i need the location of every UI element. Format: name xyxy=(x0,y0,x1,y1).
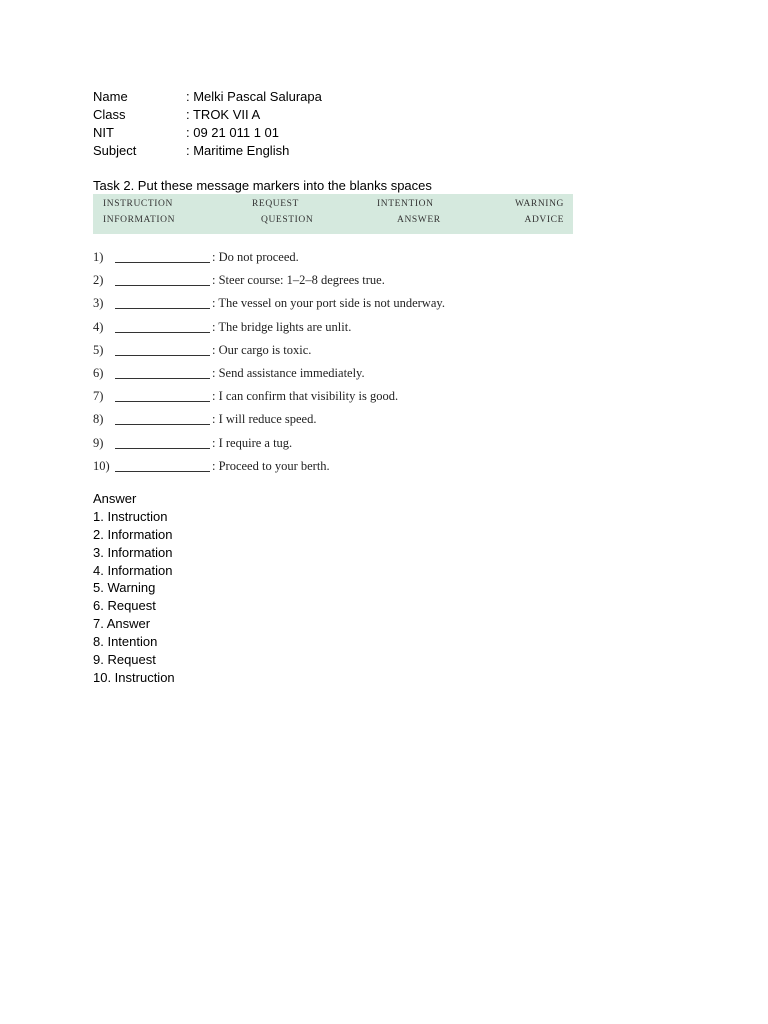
item-number: 6) xyxy=(93,365,104,380)
item-text: : The bridge lights are unlit. xyxy=(212,319,352,334)
marker-label: INFORMATION xyxy=(103,215,176,225)
answer-item: 1. Instruction xyxy=(93,508,168,524)
answer-blank xyxy=(115,262,210,263)
exercise-item xyxy=(93,363,563,386)
exercise-item xyxy=(93,409,563,432)
item-number: 5) xyxy=(93,342,104,357)
item-text: : Our cargo is toxic. xyxy=(212,342,312,357)
item-number: 4) xyxy=(93,319,104,334)
item-number: 10) xyxy=(93,458,110,473)
message-marker-box xyxy=(93,194,573,234)
exercise-item xyxy=(93,270,563,293)
answer-section xyxy=(93,490,175,687)
item-number: 9) xyxy=(93,435,104,450)
info-value: : Melki Pascal Salurapa xyxy=(186,89,322,104)
exercise-item xyxy=(93,247,563,270)
answer-item: 4. Information xyxy=(93,562,173,578)
info-row-nit xyxy=(93,124,322,142)
exercise-list xyxy=(93,247,563,479)
answer-heading: Answer xyxy=(93,491,137,506)
student-info xyxy=(93,88,322,160)
item-number: 3) xyxy=(93,296,104,311)
answer-blank xyxy=(115,355,210,356)
info-label: Name xyxy=(93,89,128,104)
item-number: 8) xyxy=(93,412,104,427)
task-title: Task 2. Put these message markers into the blanks spaces xyxy=(93,178,432,193)
item-text: : I can confirm that visibility is good. xyxy=(212,389,399,404)
exercise-item xyxy=(93,386,563,409)
info-label: Subject xyxy=(93,143,137,158)
item-text: : Send assistance immediately. xyxy=(212,365,365,380)
marker-label: QUESTION xyxy=(261,215,314,225)
answer-blank xyxy=(115,332,210,333)
item-text: : Steer course: 1–2–8 degrees true. xyxy=(212,273,385,288)
exercise-item xyxy=(93,293,563,316)
info-label: Class xyxy=(93,107,126,122)
item-number: 2) xyxy=(93,273,104,288)
answer-blank xyxy=(115,471,210,472)
answer-blank xyxy=(115,401,210,402)
answer-blank xyxy=(115,424,210,425)
item-text: : I will reduce speed. xyxy=(212,412,317,427)
info-row-subject xyxy=(93,142,322,160)
marker-label: REQUEST xyxy=(252,199,299,209)
answer-item: 8. Intention xyxy=(93,634,158,650)
exercise-item xyxy=(93,433,563,456)
marker-label: INSTRUCTION xyxy=(103,199,173,209)
marker-label: INTENTION xyxy=(377,199,434,209)
answer-blank xyxy=(115,378,210,379)
item-text: : Do not proceed. xyxy=(212,250,299,264)
exercise-item xyxy=(93,456,563,479)
item-number: 1) xyxy=(93,250,104,264)
answer-blank xyxy=(115,448,210,449)
marker-label: ADVICE xyxy=(524,215,564,225)
answer-item: 9. Request xyxy=(93,652,156,668)
answer-item: 5. Warning xyxy=(93,580,156,596)
answer-blank xyxy=(115,285,210,286)
answer-item: 6. Request xyxy=(93,598,156,614)
info-row-name xyxy=(93,88,322,106)
item-number: 7) xyxy=(93,389,104,404)
answer-item: 10. Instruction xyxy=(93,669,175,685)
marker-label: WARNING xyxy=(514,199,564,209)
answer-item: 7. Answer xyxy=(93,616,151,632)
info-value: : Maritime English xyxy=(186,143,290,158)
marker-label: ANSWER xyxy=(397,215,441,225)
info-label: NIT xyxy=(93,125,114,140)
info-value: : TROK VII A xyxy=(186,107,261,122)
info-value: : 09 21 011 1 01 xyxy=(186,125,280,140)
item-text: : The vessel on your port side is not underway. xyxy=(212,296,445,311)
info-row-class xyxy=(93,106,322,124)
item-text: : Proceed to your berth. xyxy=(212,458,330,473)
item-text: : I require a tug. xyxy=(212,435,293,450)
answer-blank xyxy=(115,308,210,309)
exercise-item xyxy=(93,317,563,340)
answer-item: 3. Information xyxy=(93,544,173,560)
answer-item: 2. Information xyxy=(93,526,173,542)
exercise-item xyxy=(93,340,563,363)
